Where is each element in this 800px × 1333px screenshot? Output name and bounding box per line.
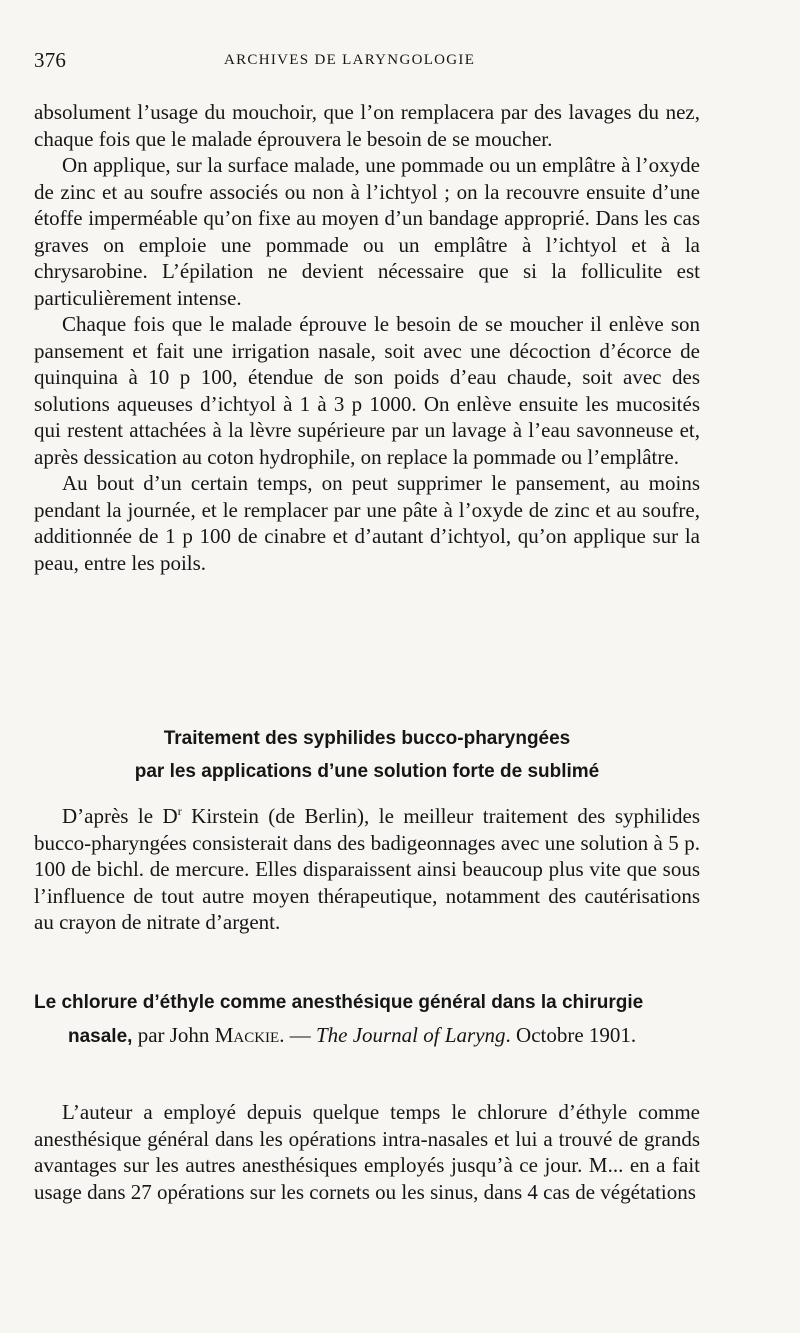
section-title-line-2: par les applications d’une solution forte de sublimé [134, 761, 600, 782]
paragraph-irrigation: Chaque fois que le malade éprouve le besoin de se moucher il enlève son pansement et fait une irrigation nasale, soit avec une décoction d’écorce de quinquina à 10 p 100, étendue de son poids d’eau chaude, soit avec des solutions aqueuses d’ichtyol à 1 à 3 p 1000. On enlève ensuite les mucosités qui restent attachées à la lèvre supérieure par un lavage à l’eau savonneuse et, après dessication au coton hydrophile, on replace la pommade ou l’emplâtre. [34, 312, 700, 469]
review-heading-mackie [34, 985, 700, 1053]
paragraph-continued: absolument l’usage du mouchoir, que l’on remplacera par des lavages du nez, chaque fois que le malade éprouvera le besoin de se moucher. [34, 100, 700, 151]
review-title: Le chlorure d’éthyle comme anesthésique général dans la chirurgie nasale, [34, 992, 644, 1047]
section-title-syphilides [34, 722, 700, 788]
section-title-line-1: Traitement des syphilides bucco-pharyngées [163, 728, 571, 749]
review-dash: . — [279, 1023, 316, 1047]
paragraph-kirstein [34, 803, 700, 936]
page-number: 376 [34, 48, 67, 72]
review-date: . Octobre 1901. [505, 1023, 637, 1047]
continued-text-block [34, 99, 700, 576]
review-by: par John [132, 1023, 215, 1047]
paragraph-pommade: On applique, sur la surface malade, une pommade ou un emplâtre à l’oxyde de zinc et au soufre associés ou non à l’ichtyol ; on la recouvre ensuite d’une étoffe imperméable qu’on fixe au moyen d’un bandage approprié. Dans les cas graves on emploie une pommade ou un emplâtre à l’ichtyol et à la chrysarobine. L’épilation ne devient nécessaire que si la folliculite est particulièrement intense. [34, 153, 700, 310]
section-body-syphilides [34, 803, 700, 936]
running-header [34, 48, 700, 76]
section-body-mackie [34, 1099, 700, 1205]
review-journal: The Journal of Laryng [315, 1023, 506, 1047]
review-author: Mackie [214, 1023, 280, 1047]
journal-title: ARCHIVES DE LARYNGOLOGIE [224, 52, 476, 68]
review-heading-text [34, 985, 700, 1053]
kirstein-rest: Kirstein (de Berlin), le meilleur traitement des syphilides bucco-pharyngées consisterait dans des badigeonnages avec une solution à 5 p. 100 de bichl. de mercure. Elles disparaissent ainsi beaucoup plus vite que sous l’influence de tout autre moyen thérapeutique, notamment des cautérisations au crayon de nitrate d’argent. [34, 804, 700, 934]
paragraph-pate: Au bout d’un certain temps, on peut supprimer le pansement, au moins pendant la journée, et le remplacer par une pâte à l’oxyde de zinc et au soufre, additionnée de 1 p 100 de cinabre et d’autant d’ichtyol, qu’on applique sur la peau, entre les poils. [34, 471, 700, 575]
superscript-r: r [177, 804, 182, 818]
paragraph-ethyl-chloride: L’auteur a employé depuis quelque temps le chlorure d’éthyle comme anesthésique général dans les opérations intra-nasales et lui a trouvé de grands avantages sur les autres anesthésiques employés jusqu’à ce jour. M... en a fait usage dans 27 opérations sur les cornets ou les sinus, dans 4 cas de végétations [34, 1100, 700, 1204]
kirstein-prefix: D’après le D [62, 804, 178, 828]
